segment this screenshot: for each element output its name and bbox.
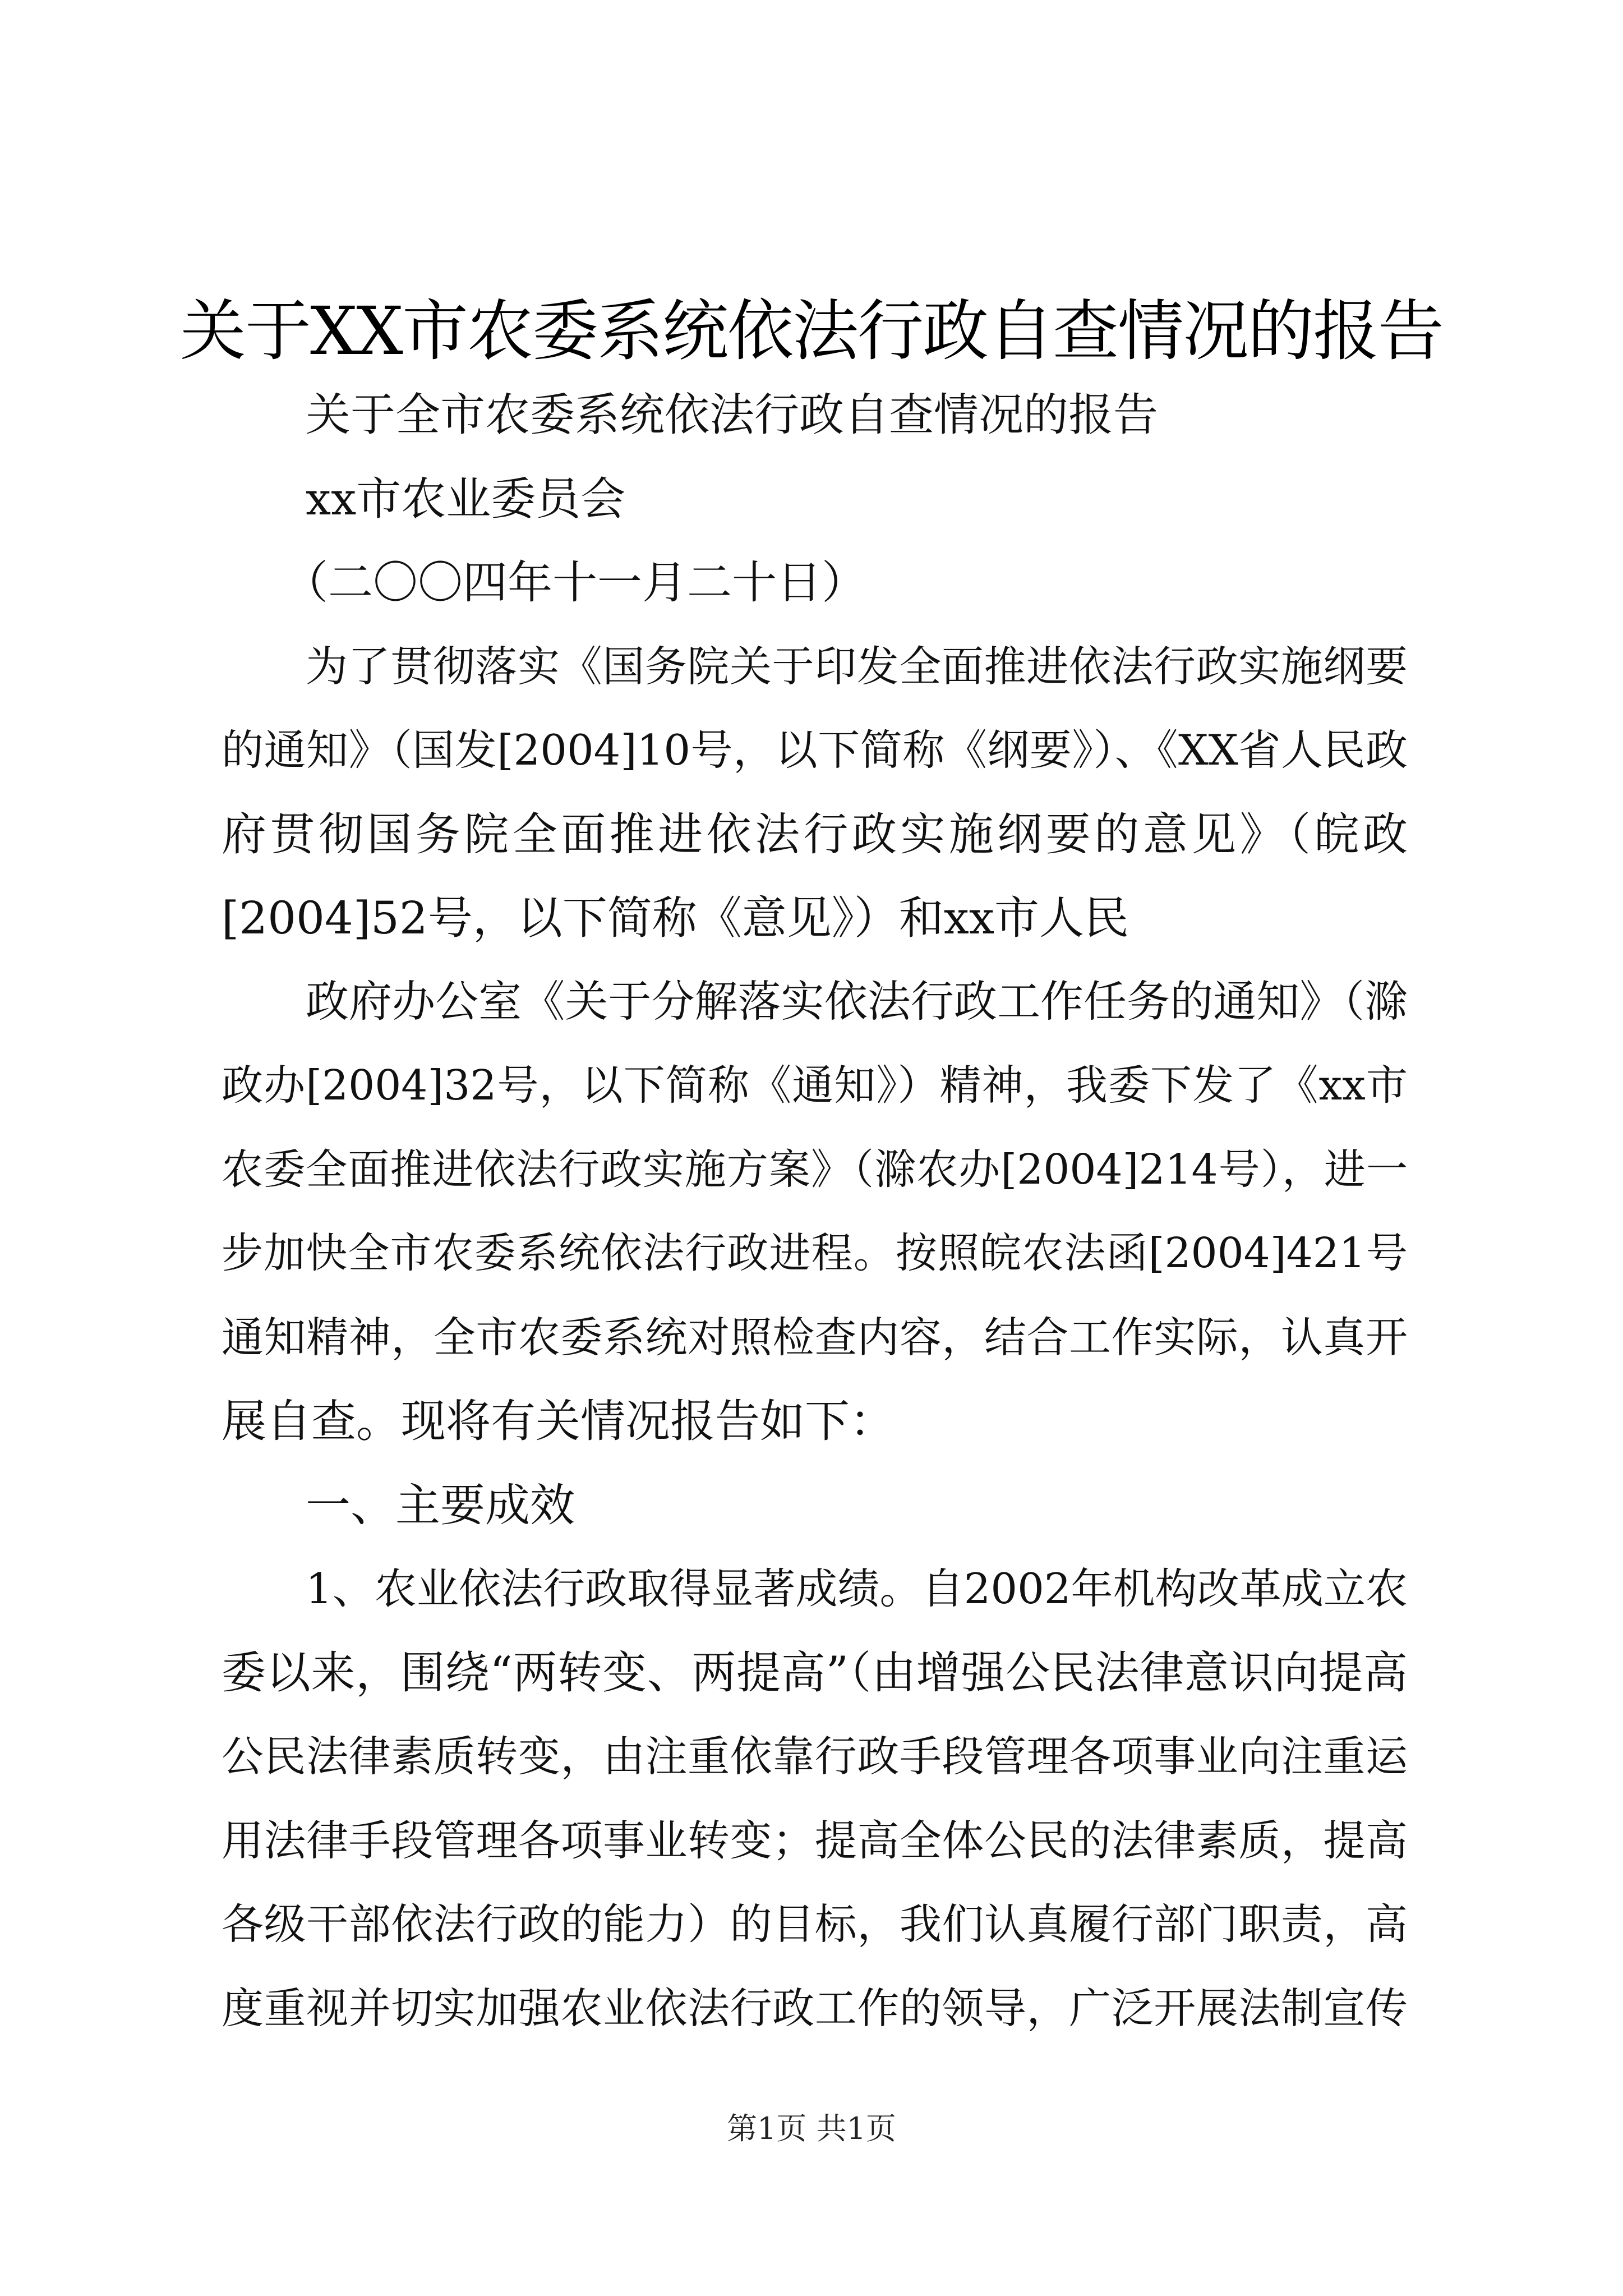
text-line: 的通知》（国发[2004]10号，以下简称《纲要》）、《XX省人民政 <box>222 725 1408 775</box>
text-line: 公民法律素质转变，由注重依靠行政手段管理各项事业向注重运 <box>222 1732 1408 1781</box>
text-line: 政府办公室《关于分解落实依法行政工作任务的通知》（滁 <box>306 977 1408 1027</box>
text-line: 度重视并切实加强农业依法行政工作的领导，广泛开展法制宣传 <box>222 1983 1408 2033</box>
document-title: 关于XX市农委系统依法行政自查情况的报告 <box>179 292 1443 370</box>
text-line: 政办[2004]32号，以下简称《通知》）精神，我委下发了《xx市 <box>222 1061 1408 1110</box>
text-line: 府贯彻国务院全面推进依法行政实施纲要的意见》（皖政 <box>222 808 1408 861</box>
text-line: 为了贯彻落实《国务院关于印发全面推进依法行政实施纲要 <box>306 641 1408 691</box>
document-body <box>222 373 1408 2050</box>
text-line-subtitle: 关于全市农委系统依法行政自查情况的报告 <box>306 389 1158 441</box>
text-line-issuer: xx市农业委员会 <box>306 472 626 525</box>
text-line: [2004]52号，以下简称《意见》）和xx市人民 <box>222 892 1129 944</box>
text-line: 步加快全市农委系统依法行政进程。按照皖农法函[2004]421号 <box>222 1229 1408 1277</box>
text-line: 通知精神，全市农委系统对照检查内容，结合工作实际，认真开 <box>222 1312 1408 1362</box>
text-line: 各级干部依法行政的能力）的目标，我们认真履行部门职责，高 <box>222 1899 1408 1949</box>
text-line: 委以来，围绕“两转变、两提高”（由增强公民法律意识向提高 <box>222 1646 1408 1699</box>
text-line: 农委全面推进依法行政实施方案》（滁农办[2004]214号），进一 <box>222 1145 1408 1194</box>
section-heading: 一、主要成效 <box>306 1479 575 1531</box>
text-line: 用法律手段管理各项事业转变；提高全体公民的法律素质，提高 <box>222 1815 1408 1865</box>
text-line-date: （二〇〇四年十一月二十日） <box>283 556 866 609</box>
page-number-footer: 第1页 共1页 <box>727 2111 896 2146</box>
text-line: 展自查。现将有关情况报告如下： <box>222 1395 895 1447</box>
text-line: 1、农业依法行政取得显著成绩。自2002年机构改革成立农 <box>306 1564 1408 1613</box>
